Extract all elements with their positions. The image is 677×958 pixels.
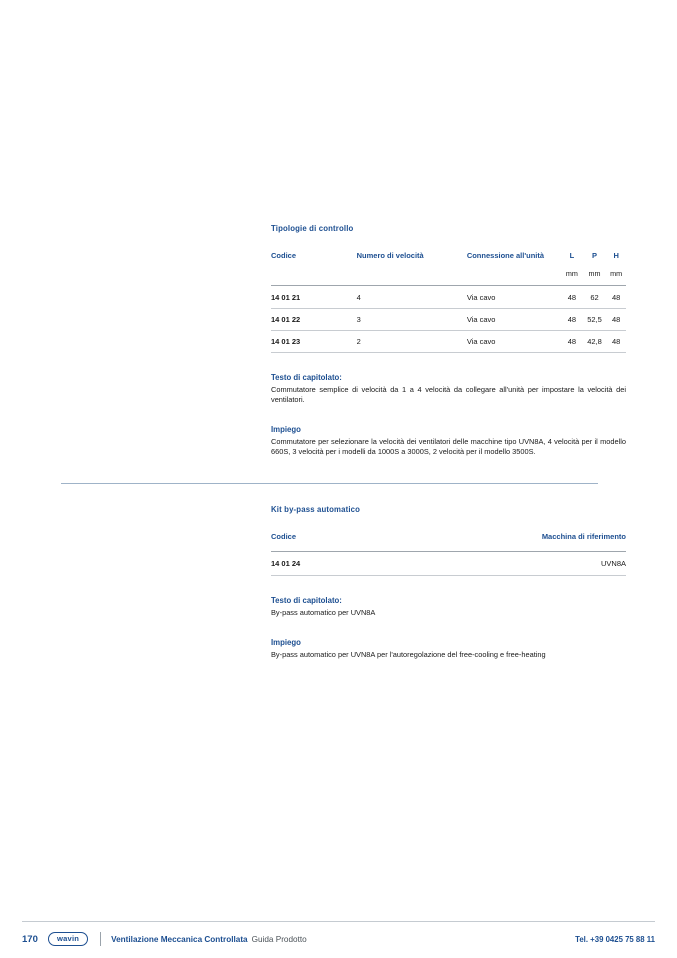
table-header-row — [271, 532, 626, 552]
cell-velocita: 3 — [357, 308, 467, 330]
column-header-macchina: Macchina di riferimento — [541, 532, 626, 541]
footer-rule — [22, 921, 655, 922]
cell-l: 48 — [561, 330, 583, 352]
body-testo-capitolato-1: Commutatore semplice di velocità da 1 a 4 velocità da collegare all'unità per impostare la velocità dei ventilatori. — [271, 384, 626, 404]
table-header-row — [271, 251, 626, 269]
body-impiego-2: By-pass automatico per UVN8A per l'autoregolazione del free-cooling e free-heating — [271, 650, 546, 660]
cell-codice: 14 01 21 — [271, 287, 357, 309]
block-impiego-2 — [271, 638, 626, 660]
cell-codice: 14 01 23 — [271, 330, 357, 352]
block-impiego-1 — [271, 425, 626, 457]
heading-impiego-1: Impiego — [271, 424, 301, 434]
cell-l: 48 — [561, 287, 583, 309]
section-title-bypass: Kit by-pass automatico — [271, 505, 361, 514]
unit-velocita — [357, 269, 467, 286]
cell-codice: 14 01 22 — [271, 308, 357, 330]
section-kit-by-pass-automatico — [271, 505, 626, 660]
unit-h: mm — [610, 269, 623, 278]
footer-title: Ventilazione Meccanica Controllata — [111, 934, 248, 944]
heading-impiego-2: Impiego — [271, 638, 301, 648]
footer-subtitle: Guida Prodotto — [251, 934, 307, 944]
cell-p: 62 — [583, 287, 607, 309]
body-impiego-1: Commutatore per selezionare la velocità dei ventilatori delle macchine tipo UVN8A, 4 velocità per il modello 660S, 3 velocità per i modelli da 1000S a 3000S, 2 velocità per il modello 3500S. — [271, 436, 626, 457]
cell-velocita: 2 — [357, 330, 467, 352]
footer-phone: Tel. +39 0425 75 88 11 — [575, 934, 655, 944]
cell-h: 48 — [606, 308, 626, 330]
cell-l: 48 — [561, 308, 583, 330]
cell-h: 48 — [606, 330, 626, 352]
cell-connessione: Via cavo — [467, 308, 561, 330]
unit-p: mm — [588, 269, 601, 278]
unit-l: mm — [565, 269, 578, 278]
cell-connessione: Via cavo — [467, 330, 561, 352]
table-row — [271, 330, 626, 352]
cell-velocita: 4 — [357, 287, 467, 309]
table-units-row — [271, 269, 626, 286]
wavin-logo: wavin — [48, 932, 88, 946]
cell-p: 52,5 — [583, 308, 607, 330]
column-header-codice-2: Codice — [271, 532, 297, 541]
unit-codice — [271, 269, 357, 286]
cell-h: 48 — [606, 287, 626, 309]
column-header-codice: Codice — [271, 251, 297, 260]
cell-connessione: Via cavo — [467, 287, 561, 309]
cell-macchina: UVN8A — [362, 552, 626, 576]
cell-p: 42,8 — [583, 330, 607, 352]
controllo-spec-table — [271, 251, 626, 353]
column-header-p: P — [591, 251, 597, 260]
section-tipologie-di-controllo — [271, 224, 626, 457]
column-header-numero-velocita: Numero di velocità — [356, 251, 424, 260]
table-row — [271, 552, 626, 576]
page-footer — [22, 928, 655, 950]
table-row — [271, 308, 626, 330]
section-divider — [61, 483, 598, 484]
block-testo-capitolato-1 — [271, 373, 626, 405]
block-testo-capitolato-2 — [271, 596, 626, 618]
footer-divider — [100, 932, 101, 946]
column-header-l: L — [569, 251, 575, 260]
column-header-connessione: Connessione all'unità — [466, 251, 545, 260]
body-testo-capitolato-2: By-pass automatico per UVN8A — [271, 608, 376, 617]
heading-testo-capitolato-1: Testo di capitolato: — [271, 372, 342, 382]
table-row — [271, 287, 626, 309]
cell-codice-2: 14 01 24 — [271, 552, 362, 576]
unit-connessione — [467, 269, 561, 286]
heading-testo-capitolato-2: Testo di capitolato: — [271, 596, 342, 605]
bypass-spec-table — [271, 532, 626, 576]
column-header-h: H — [613, 251, 619, 260]
section-title-controllo: Tipologie di controllo — [271, 224, 354, 233]
page-number: 170 — [22, 933, 38, 945]
